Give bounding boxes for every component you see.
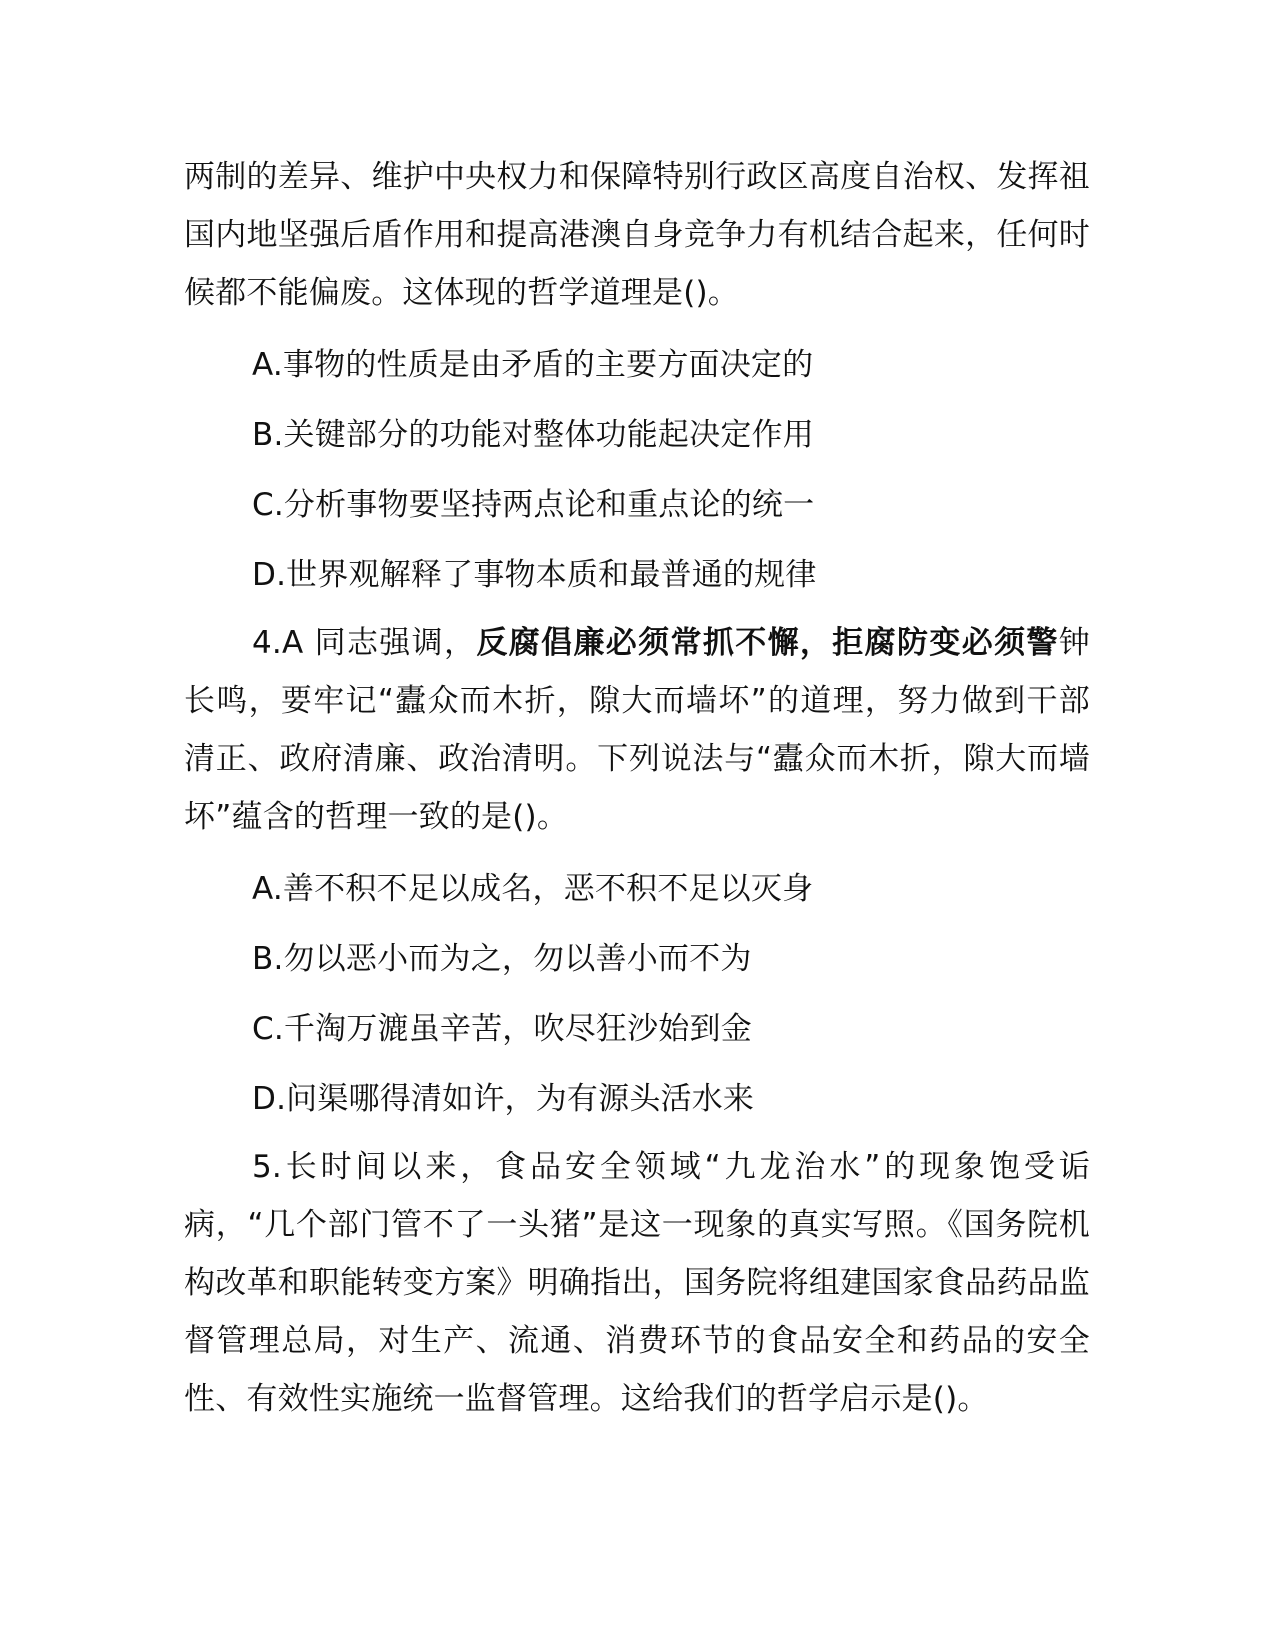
question-4-option-c: C.千淘万漉虽辛苦，吹尽狂沙始到金 <box>252 1011 752 1047</box>
question-3-stem-continuation: 两制的差异、维护中央权力和保障特别行政区高度自治权、发挥祖国内地坚强后盾作用和提高港澳自身竞争力有机结合起来，任何时候都不能偏废。这体现的哲学道理是()。 <box>184 159 1090 311</box>
question-4-emphasis: 反腐倡廉必须常抓不懈，拒腐防变必须警 <box>476 625 1059 661</box>
question-5-stem: 5.长时间以来，食品安全领域“九龙治水”的现象饱受诟病，“几个部门管不了一头猪”是这一现象的真实写照。《国务院机构改革和职能转变方案》明确指出，国务院将组建国家食品药品监督管理总局，对生产、流通、消费环节的食品安全和药品的安全性、有效性实施统一监督管理。这给我们的哲学启示是()。 <box>184 1149 1090 1417</box>
question-4-option-a: A.善不积不足以成名，恶不积不足以灭身 <box>252 871 814 907</box>
question-4-option-b: B.勿以恶小而为之，勿以善小而不为 <box>252 941 752 977</box>
question-4-lead: 4.A 同志强调， <box>252 625 477 661</box>
question-3-options <box>184 330 1090 610</box>
question-4-options <box>184 854 1090 1134</box>
question-4-stem-rest: 钟长鸣，要牢记“蠹众而木折，隙大而墙坏”的道理，努力做到干部清正、政府清廉、政治清明。下列说法与“蠹众而木折，隙大而墙坏”蕴含的哲理一致的是()。 <box>184 625 1090 835</box>
question-3-option-d: D.世界观解释了事物本质和最普通的规律 <box>252 557 817 593</box>
question-3-option-c: C.分析事物要坚持两点论和重点论的统一 <box>252 487 815 523</box>
question-3-option-a: A.事物的性质是由矛盾的主要方面决定的 <box>252 347 814 383</box>
question-4-stem <box>184 614 1090 846</box>
document-page <box>184 148 1090 1428</box>
question-3-option-b: B.关键部分的功能对整体功能起决定作用 <box>252 417 814 453</box>
question-4-option-d: D.问渠哪得清如许，为有源头活水来 <box>252 1081 755 1117</box>
